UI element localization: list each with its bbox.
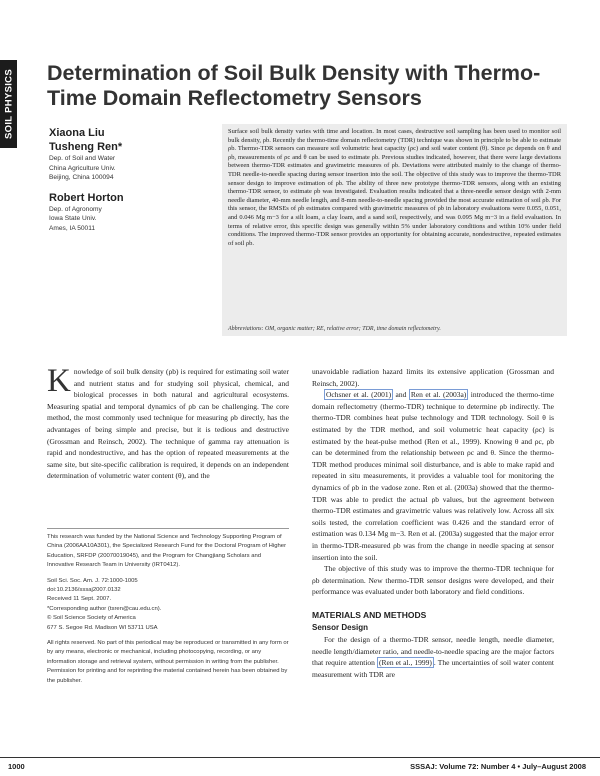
body-paragraph xyxy=(312,634,554,680)
abbreviations-note: Abbreviations: OM, organic matter; RE, relative error; TDR, time domain reflectometry. xyxy=(228,326,441,332)
citation-line: *Corresponding author (tsren@cau.edu.cn). xyxy=(47,605,162,612)
body-text: and xyxy=(393,390,409,400)
affiliation-line: Dep. of Soil and Water xyxy=(49,155,116,162)
citation-line: doi:10.2136/sssaj2007.0132 xyxy=(47,587,121,594)
citation-line: 677 S. Segoe Rd. Madison WI 53711 USA xyxy=(47,624,158,631)
author-name: Robert Horton xyxy=(49,191,124,204)
page-footer xyxy=(0,757,600,771)
citation-line: Soil Sci. Soc. Am. J. 72:1000-1005 xyxy=(47,577,138,584)
author-affiliation xyxy=(49,154,219,183)
footnotes xyxy=(47,533,289,692)
body-text: For the design of a thermo-TDR sensor, needle length, needle diameter, needle length/diameter ratio, and needle-to-needle spacing are the major factors that require attention xyxy=(312,635,554,668)
footnote-divider xyxy=(47,528,289,529)
citation-link[interactable]: (Ren et al., 1999) xyxy=(379,658,432,668)
abstract-text: Surface soil bulk density varies with time and location. In most cases, destructive soil sampling has been used to monitor soil bulk density, ρb. Recently the thermo-time domain reflectometry (TDR) technique was shown in principle to be able to estimate ρb. Thermo-TDR sensors can measure soil volumetric heat capacity (ρc) and soil water content (θ). Since ρc depends on θ and ρb, measurements of ρc and θ can be used to estimate ρb. Previous studies indicated, however, that there were large deviations between thermo-TDR estimates and gravimetric measures of ρb. Deviations were attributed mainly to the change of thermo-TDR needle-to-needle spacing during sensor insertion into the soil. The objective of this study was to improve the thermo-TDR sensor design to improve estimation of ρb. The ability of three new prototype thermo-TDR sensors, along with an existing thermo-TDR sensor, to estimate ρb was investigated. Evaluation results indicated that a three-needle sensor design with 2-mm needle diameter, 40-mm needle length, and 8-mm needle-to-needle spacing provided the most accurate estimation of soil ρb. For this sensor, the RMSEs of ρb estimates compared with gravimetric measures of ρb in laboratory evaluations were 0.055, 0.051, and 0.046 Mg m−3 for a silt loam, a clay loam, and a sand soil, respectively, and was 0.095 Mg m−3 in a field evaluation. In terms of relative error, this specific design was generally within 5% under laboratory conditions and within 10% under field conditions. The improved thermo-TDR sensor provides an opportunity for obtaining accurate, nondestructive, repeated estimates of soil ρb. xyxy=(228,128,561,247)
funding-note: This research was funded by the National Science and Technology Supporting Program of China (2006AA10A301), the Specialized Research Fund for the Doctoral Program of Higher Education, SRFDP (20070019045), and the Program for Changjiang Scholars and Innovative Research Team in University (IRT0412). xyxy=(47,534,287,569)
intro-text: nowledge of soil bulk density (ρb) is required for estimating soil water and nutrient status and for studying soil physical, chemical, and biological processes in both natural and agricultural ecosystems. Measuring spatial and temporal dynamics of ρb can be challenging. The core method, the most commonly used technique for measuring ρb directly, has the advantages of being simple and precise, but it is tedious and destructive (Grossman and Reinsch, 2002). The technique of gamma ray attenuation is rapid and nondestructive, and has the option of repeated measurements at the same site, but site-specific calibration is required, it depends on an independent determination of volumetric water content (θ), and the xyxy=(47,367,289,481)
body-paragraph: The objective of this study was to improve the thermo-TDR technique for ρb determination. New thermo-TDR sensor designs were developed, and their performance was evaluated under both laboratory and field conditions. xyxy=(312,564,554,597)
article-title: Determination of Soil Bulk Density with Thermo-Time Domain Reflectometry Sensors xyxy=(47,61,541,110)
right-column xyxy=(312,366,554,680)
citation-info xyxy=(47,577,289,633)
body-paragraph: unavoidable radiation hazard limits its extensive application (Grossman and Reinsch, 2002). xyxy=(312,367,554,388)
citation-link[interactable]: Ren et al. (2003a) xyxy=(410,390,467,400)
affiliation-line: Ames, IA 50011 xyxy=(49,224,96,232)
citation-line: Received 11 Sept. 2007. xyxy=(47,596,112,603)
drop-cap: K xyxy=(47,363,71,399)
section-tab xyxy=(0,60,17,148)
affiliation-line: Iowa State Univ. xyxy=(49,215,97,222)
affiliation-line: Dep. of Agronomy xyxy=(49,205,102,213)
left-column xyxy=(47,363,289,482)
author-name: Xiaona Liu xyxy=(49,127,105,139)
subsection-heading: Sensor Design xyxy=(312,623,369,633)
intro-paragraph xyxy=(47,363,289,482)
author-block xyxy=(49,126,219,241)
citation-link[interactable]: Ochsner et al. (2001) xyxy=(326,390,392,400)
body-paragraph xyxy=(312,389,554,563)
body-text: introduced the thermo-time domain reflectometry (thermo-TDR) technique to determine ρb indirectly. The thermo-TDR combines heat pulse technology and TDR technology. Soil θ is estimated by the TDR method, and soil volumetric heat capacity (ρc) is estimated by the heat-pulse method (Ren et al., 1999). Knowing θ and ρc, ρb can be determined from the relationship between ρc and θ. Since the thermo-TDR method produces minimal soil disturbance, and is able to make rapid and repeated in situ measurements, it provides a valuable tool for monitoring the dynamics of ρb in the vadose zone. Ren et al. (2003a) showed that the thermo-TDR was able to predict the actual ρb values, but the agreement between thermo-TDR estimates and gravimetric values was relatively low. Across all six soils tested, the correlation coefficient was 0.426 and the standard error of estimation was 0.134 Mg m−3. Ren et al. (2003a) suggested that the major error in thermo-TDR-measured ρb was from the change in needle spacing at sensor insertion into the soil. xyxy=(312,390,554,562)
abstract-box xyxy=(222,124,567,336)
citation-line: © Soil Science Society of America xyxy=(47,615,136,622)
section-tab-label: SOIL PHYSICS xyxy=(3,69,14,139)
author-affiliation xyxy=(49,205,219,234)
section-heading: MATERIALS AND METHODS xyxy=(312,609,427,620)
author-name: Tusheng Ren* xyxy=(49,141,123,153)
affiliation-line: China Agriculture Univ. xyxy=(49,164,116,172)
page-number: 1000 xyxy=(8,762,25,771)
journal-info: SSSAJ: Volume 72: Number 4 • July–August 2008 xyxy=(410,762,586,771)
rights-note: All rights reserved. No part of this periodical may be reproduced or transmitted in any form or by any means, electronic or mechanical, including photocopying, recording, or any information storage and retrieval system, without permission in writing from the publisher. Permission for printing and for reprinting the material contained herein has been obtained by the publisher. xyxy=(47,640,289,684)
affiliation-line: Beijing, China 100094 xyxy=(49,174,114,181)
body-text: . The uncertainties of soil water content measurement with TDR are xyxy=(312,658,554,679)
